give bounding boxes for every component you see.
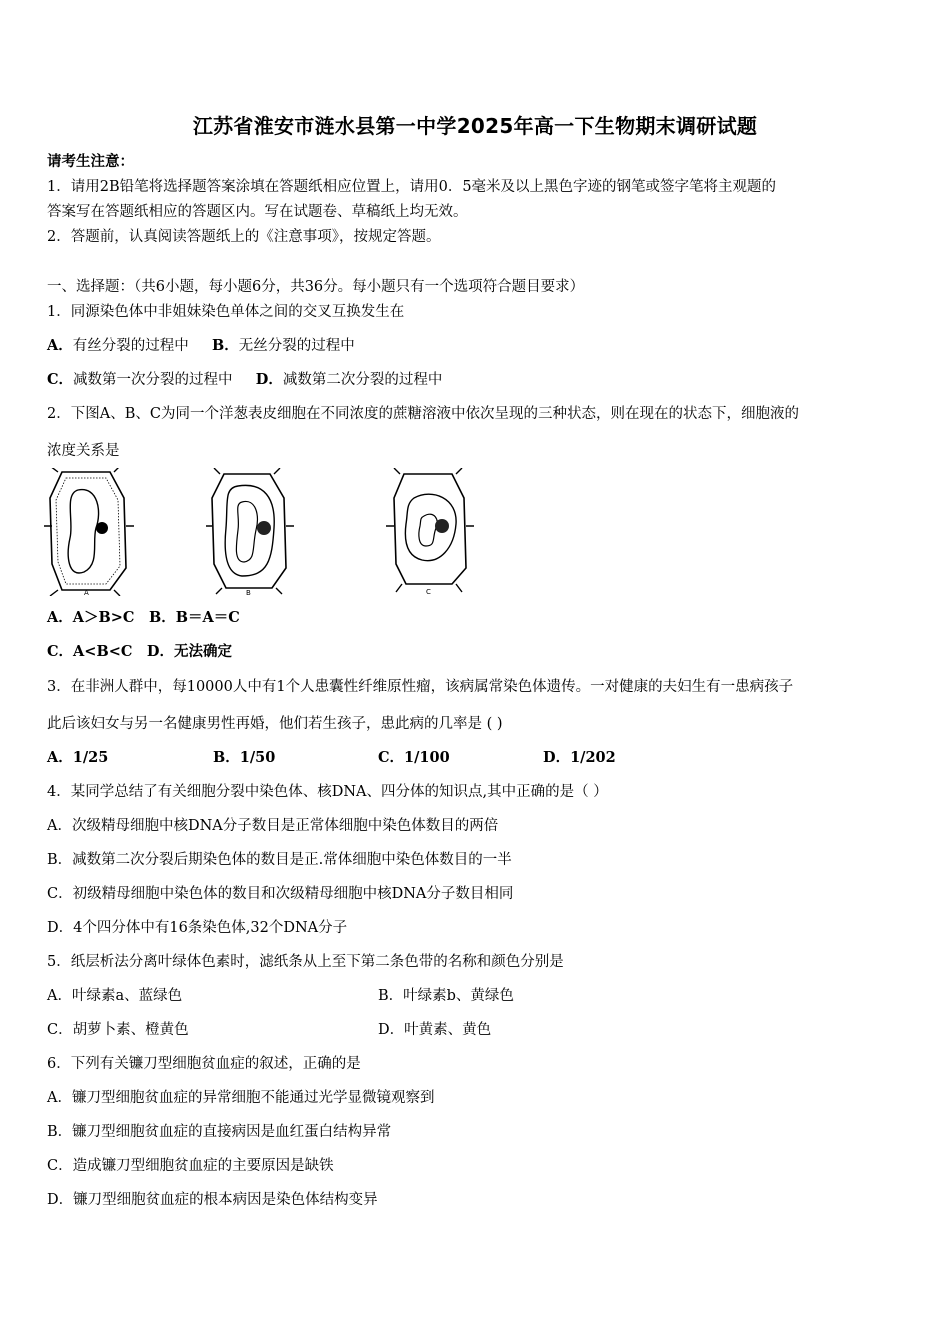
notice-line-2: 答案写在答题纸相应的答题区内。写在试题卷、草稿纸上均无效。 [47,204,468,220]
q6-option-a: A．镰刀型细胞贫血症的异常细胞不能通过光学显微镜观察到 [47,1090,435,1106]
q4-option-d: D．4个四分体中有16条染色体,32个DNA分子 [47,920,348,936]
q1-stem: 1．同源染色体中非姐妹染色单体之间的交叉互换发生在 [47,304,405,320]
q1-b-text: 无丝分裂的过程中 [238,338,355,354]
q4-option-b: B．减数第二次分裂后期染色体的数目是正.常体细胞中染色体数目的一半 [47,852,512,868]
q1-c-label: C． [47,371,74,388]
q1-options-ab [47,336,355,356]
q5-option-b: B．叶绿素b、黄绿色 [378,988,514,1004]
section-heading: 一、选择题：（共6小题，每小题6分，共36分。每小题只有一个选项符合题目要求） [47,279,585,295]
q6-option-d: D．镰刀型细胞贫血症的根本病因是染色体结构变异 [47,1192,378,1208]
q1-a-label: A． [47,337,73,354]
q6-stem: 6．下列有关镰刀型细胞贫血症的叙述，正确的是 [47,1056,361,1072]
fig-label-a: A [84,589,89,596]
q3-option-b: B．1/50 [213,749,276,766]
fig-label-b: B [246,589,251,596]
q3-stem-line-2: 此后该妇女与另一名健康男性再婚，他们若生孩子，患此病的几率是 ( ) [47,716,503,732]
q6-option-c: C．造成镰刀型细胞贫血症的主要原因是缺铁 [47,1158,334,1174]
cell-figures [40,468,480,596]
q2-options-cd: C．A<B<C D．无法确定 [47,643,232,660]
q5-stem: 5．纸层析法分离叶绿体色素时，滤纸条从上至下第二条色带的名称和颜色分别是 [47,954,564,970]
q1-options-cd [47,370,442,390]
q2-options-ab: A．A＞B>C B．B＝A＝C [47,609,240,626]
fig-label-c: C [426,588,431,596]
notice-line-1: 1．请用2B铅笔将选择题答案涂填在答题纸相应位置上，请用0．5毫米及以上黑色字迹的钢笔或签字笔将主观题的 [47,179,777,195]
q4-option-a: A．次级精母细胞中核DNA分子数目是正常体细胞中染色体数目的两倍 [47,818,499,834]
q5-option-d: D．叶黄素、黄色 [378,1022,492,1038]
q1-b-label: B． [211,337,239,354]
q1-d-label: D． [255,371,283,388]
q3-option-a: A．1/25 [47,749,109,766]
q6-option-b: B．镰刀型细胞贫血症的直接病因是血红蛋白结构异常 [47,1124,392,1140]
notice-line-3: 2．答题前，认真阅读答题纸上的《注意事项》，按规定答题。 [47,229,441,245]
q2-stem-line-2: 浓度关系是 [47,443,120,459]
q3-option-d: D．1/202 [543,749,616,766]
notice-heading: 请考生注意： [47,153,134,170]
q3-option-c: C．1/100 [378,749,450,766]
q1-a-text: 有丝分裂的过程中 [72,338,189,354]
cell-figure-c [384,468,484,596]
cell-figure-b [202,468,302,596]
exam-title: 江苏省淮安市涟水县第一中学2025年高一下生物期末调研试题 [192,114,758,138]
q4-option-c: C．初级精母细胞中染色体的数目和次级精母细胞中核DNA分子数目相同 [47,886,514,902]
q3-stem-line-1: 3．在非洲人群中，每10000人中有1个人患囊性纤维原性瘤，该病属常染色体遗传。一对健康的夫妇生有一患病孩子 [47,679,794,695]
q1-d-text: 减数第二次分裂的过程中 [282,372,443,388]
q1-c-text: 减数第一次分裂的过程中 [73,372,233,388]
q5-option-c: C．胡萝卜素、橙黄色 [47,1022,189,1038]
q4-stem: 4．某同学总结了有关细胞分裂中染色体、核DNA、四分体的知识点,其中正确的是（ ） [47,784,608,800]
cell-figure-a [40,468,140,596]
q2-stem-line-1: 2．下图A、B、C为同一个洋葱表皮细胞在不同浓度的蔗糖溶液中依次呈现的三种状态，则在现在的状态下，细胞液的 [47,406,799,422]
q5-option-a: A．叶绿素a、蓝绿色 [47,988,183,1004]
